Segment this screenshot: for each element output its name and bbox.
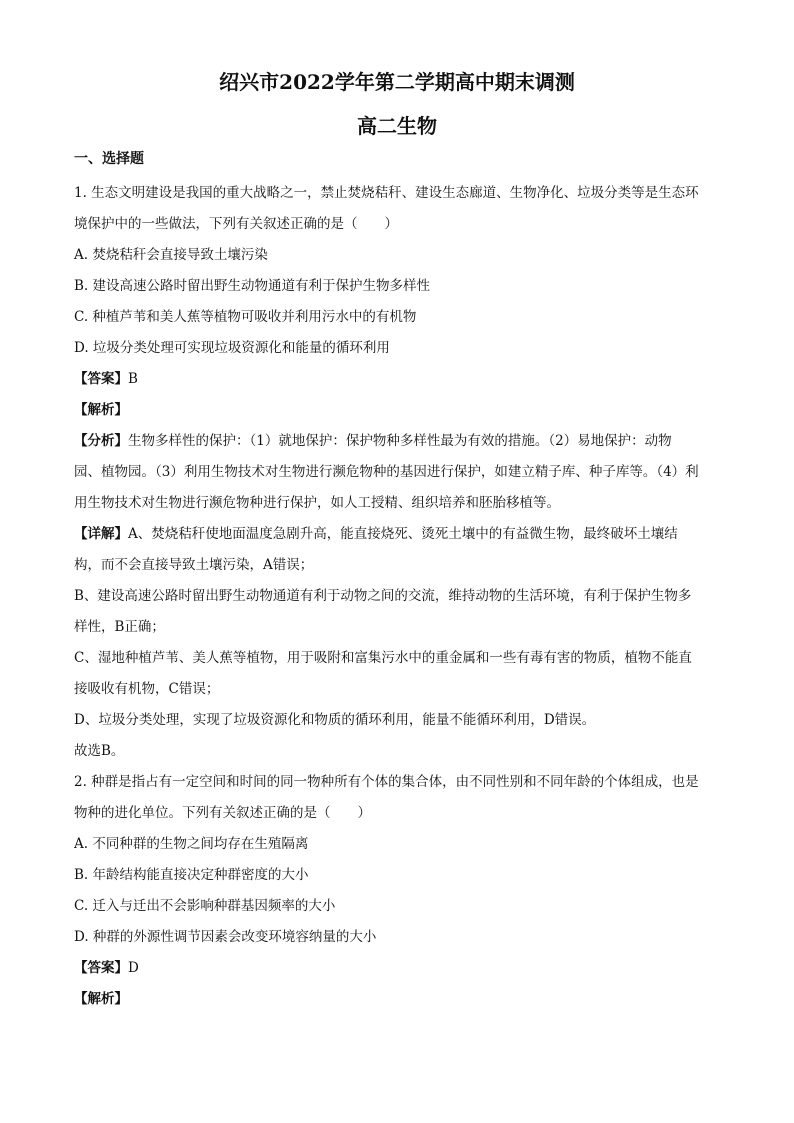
q2-answer-value: D [128,960,139,976]
q1-detail-text-1: A、焚烧秸秆使地面温度急剧升高，能直接烧死、烫死土壤中的有益微生物，最终破坏土壤结 [128,526,678,542]
q1-xiangjie-tag: 【详解】 [74,526,128,542]
q2-answer-tag: 【答案】 [74,960,128,976]
q1-detail-line-6: 接吸收有机物，C错误； [74,681,220,697]
q1-option-a: A. 焚烧秸秆会直接导致土壤污染 [74,247,268,263]
document-body [74,178,722,1015]
q1-analysis-tag: 【解析】 [74,402,128,418]
q1-fenxi-text-1: 生物多样性的保护：（1）就地保护：保护物种多样性最为有效的措施。（2）易地保护：动物 [128,433,672,449]
q1-answer-tag: 【答案】 [74,371,128,387]
q1-fenxi-tag: 【分析】 [74,433,128,449]
document-title: 绍兴市2022学年第二学期高中期末调测 [219,70,575,94]
q1-option-d: D. 垃圾分类处理可实现垃圾资源化和能量的循环利用 [74,340,390,356]
q1-fenxi-line-3: 用生物技术对生物进行濒危物种进行保护，如人工授精、组织培养和胚胎移植等。 [74,495,560,511]
q2-option-b: B. 年龄结构能直接决定种群密度的大小 [74,867,309,883]
q2-option-a: A. 不同种群的生物之间均存在生殖隔离 [74,836,309,852]
document-subtitle: 高二生物 [357,114,437,138]
q2-stem-line-1: 2. 种群是指占有一定空间和时间的同一物种所有个体的集合体，由不同性别和不同年龄的个体组成，也是 [74,774,699,790]
q2-analysis-tag: 【解析】 [74,991,128,1007]
q1-stem-line-2: 境保护中的一些做法，下列有关叙述正确的是（ ） [74,216,398,232]
q1-detail-line-7: D、垃圾分类处理，实现了垃圾资源化和物质的循环利用，能量不能循环利用，D错误。 [74,712,596,728]
q1-fenxi-line-1 [74,426,722,457]
q2-option-c: C. 迁入与迁出不会影响种群基因频率的大小 [74,898,336,914]
q1-option-b: B. 建设高速公路时留出野生动物通道有利于保护生物多样性 [74,278,431,294]
q1-conclusion: 故选B。 [74,743,125,759]
q1-stem-line-1: 1. 生态文明建设是我国的重大战略之一，禁止焚烧秸秆、建设生态廊道、生物净化、垃圾分类等是生态环 [74,185,699,201]
q2-answer [74,953,722,984]
q1-detail-line-3: B、建设高速公路时留出野生动物通道有利于动物之间的交流，维持动物的生活环境，有利于保护生物多 [74,588,692,604]
q1-detail-line-5: C、湿地种植芦苇、美人蕉等植物，用于吸附和富集污水中的重金属和一些有毒有害的物质，植物不能直 [74,650,692,666]
q1-detail-line-4: 样性，B正确； [74,619,165,635]
q2-stem-line-2: 物种的进化单位。下列有关叙述正确的是（ ） [74,805,371,821]
q1-analysis [74,395,722,426]
q1-option-c: C. 种植芦苇和美人蕉等植物可吸收并利用污水中的有机物 [74,309,417,325]
section-heading: 一、选择题 [74,151,144,167]
q1-fenxi-line-2: 园、植物园。（3）利用生物技术对生物进行濒危物种的基因进行保护，如建立精子库、种子库等。（4）利 [74,464,699,480]
q1-answer-value: B [128,371,138,387]
q1-detail-line-1 [74,519,722,550]
q2-analysis [74,984,722,1015]
q1-answer [74,364,722,395]
q1-detail-line-2: 构，而不会直接导致土壤污染，A错误； [74,557,314,573]
q2-option-d: D. 种群的外源性调节因素会改变环境容纳量的大小 [74,929,377,945]
